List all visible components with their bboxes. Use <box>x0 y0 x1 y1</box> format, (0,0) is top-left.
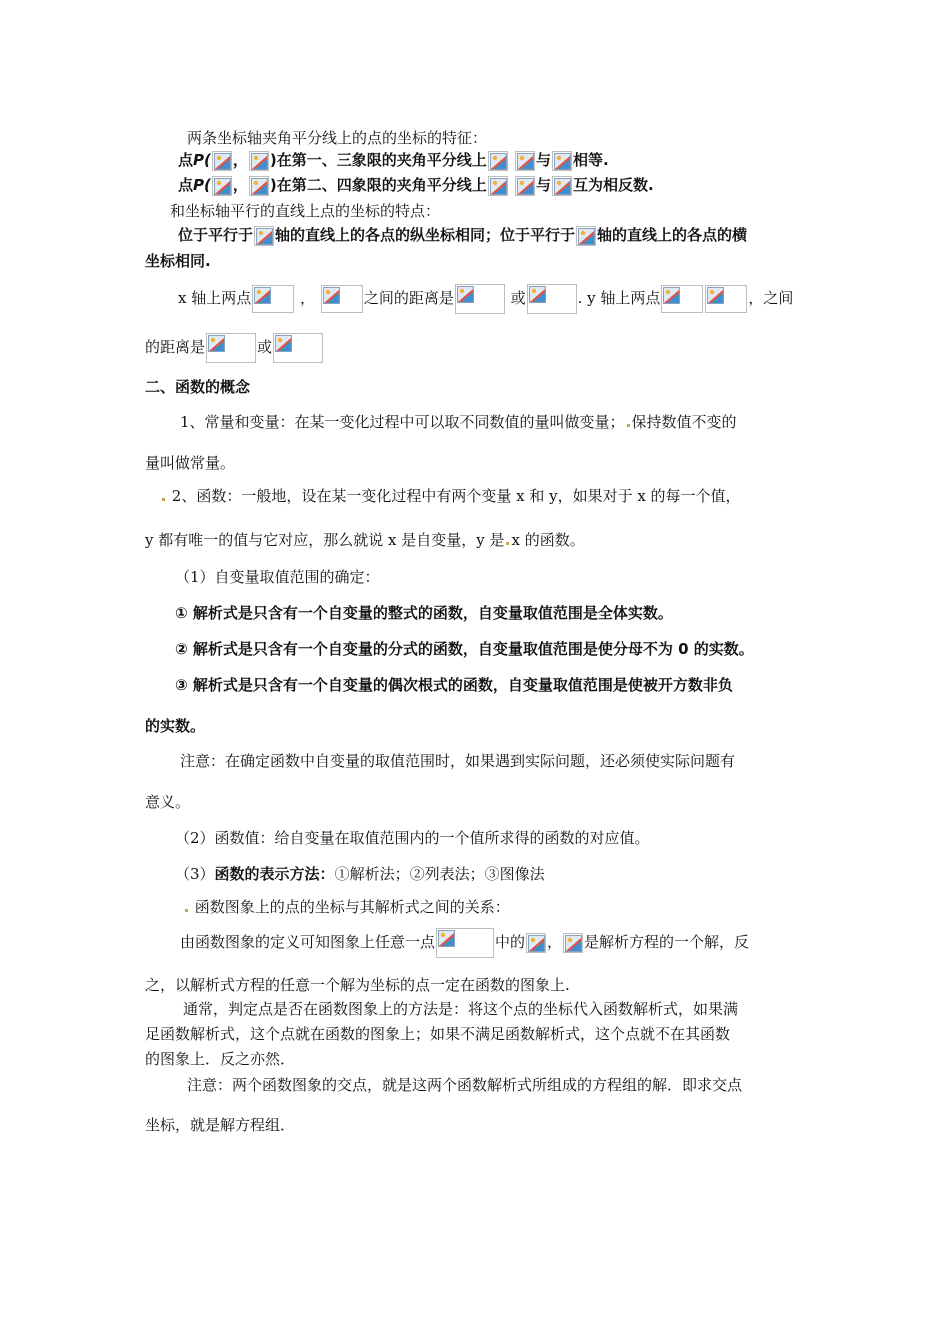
text: 由函数图象的定义可知图象上任意一点 <box>180 933 436 951</box>
text: ， <box>232 151 248 169</box>
image-placeholder-icon <box>212 151 232 171</box>
text: 函数的表示方法： <box>214 865 335 883</box>
method-line-2: 足函数解析式，这个点就在函数的图象上；如果不满足函数解析式，这个点就不在其函数 <box>145 1025 731 1043</box>
note-1: 注意：在确定函数中自变量的取值范围时，如果遇到实际问题，还必须使实际问题有 <box>180 752 736 770</box>
text: P( <box>193 151 211 169</box>
text: （3） <box>175 865 215 883</box>
distance-line-2 <box>145 332 324 363</box>
image-placeholder-icon <box>563 933 583 953</box>
image-placeholder-icon <box>436 928 494 958</box>
heading-parallel: 和坐标轴平行的直线上点的坐标的特点： <box>170 202 441 220</box>
mark-dot <box>627 424 630 427</box>
bisector-line-1 <box>178 150 609 171</box>
text: 的距离是 <box>145 338 206 356</box>
image-placeholder-icon <box>515 176 535 196</box>
image-placeholder-icon <box>661 285 703 313</box>
text: 位于平行于 <box>178 226 254 244</box>
image-placeholder-icon <box>249 176 269 196</box>
note-1-cont: 意义。 <box>145 793 191 811</box>
text: 与 <box>535 151 551 169</box>
image-placeholder-icon <box>321 285 363 313</box>
subheading-value: （2）函数值：给自变量在取值范围内的一个值所求得的函数的对应值。 <box>175 829 650 847</box>
image-placeholder-icon <box>206 333 256 363</box>
text: 保持数值不变的 <box>631 413 737 431</box>
subheading-representation <box>175 864 545 884</box>
image-placeholder-icon <box>515 151 535 171</box>
image-placeholder-icon <box>705 285 747 313</box>
mark-dot <box>162 498 165 501</box>
text: y 都有唯一的值与它对应，那么就说 x 是自变量，y 是 <box>145 531 505 549</box>
image-placeholder-icon <box>527 284 577 314</box>
text: x 的函数。 <box>511 531 585 549</box>
image-placeholder-icon <box>254 226 274 246</box>
mark-dot <box>506 542 509 545</box>
image-placeholder-icon <box>455 284 505 314</box>
rule-2: ② 解析式是只含有一个自变量的分式的函数，自变量取值范围是使分母不为 0 的实数。 <box>175 640 754 658</box>
section-title: 二、函数的概念 <box>145 378 251 396</box>
paragraph-function-def-cont <box>145 530 585 550</box>
distance-line-1 <box>178 283 793 314</box>
image-placeholder-icon <box>526 933 546 953</box>
text: ， <box>547 933 563 951</box>
text: 轴的直线上的各点的纵坐标相同；位于平行于 <box>275 226 576 244</box>
method-line-3: 的图象上．反之亦然． <box>145 1050 296 1068</box>
text: 轴的直线上的各点的横 <box>597 226 748 244</box>
text: ，之间 <box>748 289 794 307</box>
relation-line-1 <box>180 927 749 958</box>
text: 互为相反数. <box>573 176 654 194</box>
text: ①解析法；②列表法；③图像法 <box>334 865 545 883</box>
image-placeholder-icon <box>249 151 269 171</box>
image-placeholder-icon <box>552 151 572 171</box>
image-placeholder-icon <box>488 151 508 171</box>
text: . y 轴上两点 <box>577 289 661 307</box>
text: 是解析方程的一个解，反 <box>584 933 750 951</box>
bisector-line-2 <box>178 175 654 196</box>
text: P( <box>193 176 211 194</box>
text: ， <box>232 176 248 194</box>
text: 与 <box>535 176 551 194</box>
image-placeholder-icon <box>576 226 596 246</box>
text: 点 <box>178 176 194 194</box>
rule-3-cont: 的实数。 <box>145 717 206 735</box>
image-placeholder-icon <box>252 285 294 313</box>
text: x 轴上两点 <box>178 289 252 307</box>
text: 中的 <box>495 933 526 951</box>
text: ， <box>300 289 316 307</box>
paragraph-function-def <box>160 486 741 506</box>
text: 点 <box>178 151 194 169</box>
rule-1: ① 解析式是只含有一个自变量的整式的函数，自变量取值范围是全体实数。 <box>175 604 673 622</box>
subheading-domain: （1）自变量取值范围的确定： <box>175 568 380 586</box>
text: 相等. <box>573 151 609 169</box>
mark-dot <box>185 909 188 912</box>
image-placeholder-icon <box>273 333 323 363</box>
heading-bisector: 两条坐标轴夹角平分线上的点的坐标的特征： <box>187 129 488 147</box>
relation-line-2: 之，以解析式方程的任意一个解为坐标的点一定在函数的图象上. <box>145 976 570 994</box>
relation-heading <box>183 897 510 917</box>
image-placeholder-icon <box>552 176 572 196</box>
note-2: 注意：两个函数图象的交点，就是这两个函数解析式所组成的方程组的解．即求交点 <box>187 1076 743 1094</box>
text: 或 <box>257 338 273 356</box>
method-line-1: 通常，判定点是否在函数图象上的方法是：将这个点的坐标代入函数解析式，如果满 <box>183 1000 739 1018</box>
text: 2、函数：一般地，设在某一变化过程中有两个变量 x 和 y，如果对于 x 的每一个值， <box>171 487 741 505</box>
text: 之间的距离是 <box>363 289 454 307</box>
text: 函数图象上的点的坐标与其解析式之间的关系： <box>194 898 510 916</box>
image-placeholder-icon <box>488 176 508 196</box>
paragraph-constant-variable-cont: 量叫做常量。 <box>145 454 236 472</box>
text: 1、常量和变量：在某一变化过程中可以取不同数值的量叫做变量； <box>180 413 625 431</box>
text: 或 <box>510 289 526 307</box>
parallel-line-2: 坐标相同. <box>145 252 211 270</box>
note-2-cont: 坐标，就是解方程组． <box>145 1116 296 1134</box>
text: )在第二、四象限的夹角平分线上 <box>269 176 487 194</box>
rule-3: ③ 解析式是只含有一个自变量的偶次根式的函数，自变量取值范围是使被开方数非负 <box>175 676 733 694</box>
text: )在第一、三象限的夹角平分线上 <box>269 151 487 169</box>
image-placeholder-icon <box>212 176 232 196</box>
paragraph-constant-variable <box>180 412 737 432</box>
parallel-line-1 <box>178 225 747 246</box>
